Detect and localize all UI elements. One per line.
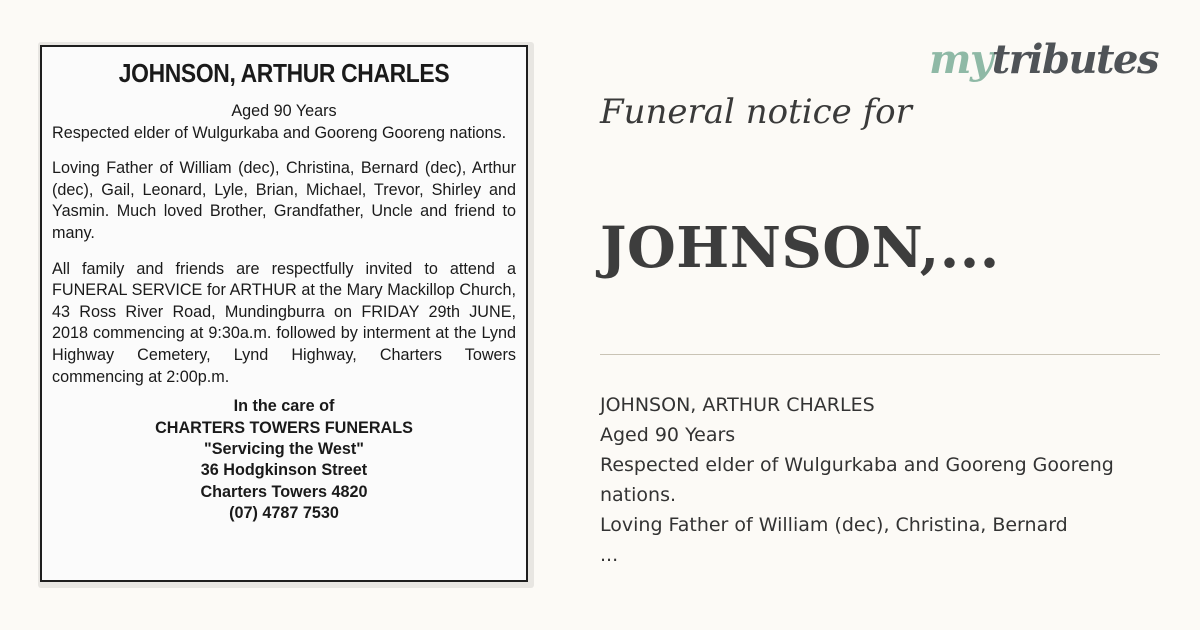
care-line: (07) 4787 7530 [229,504,339,523]
care-line: CHARTERS TOWERS FUNERALS [155,418,413,437]
summary-line: Respected elder of Wulgurkaba and Gooreng Gooreng [600,454,1114,476]
divider [600,354,1160,355]
page-subtitle: Funeral notice for [600,92,912,132]
funeral-notice-clipping [40,45,528,582]
care-line: Charters Towers 4820 [200,482,368,501]
logo-my: my [929,36,992,83]
summary-line: nations. [600,484,677,506]
notice-service: All family and friends are respectfully invited to attend a FUNERAL SERVICE for ARTHUR at the Mary Mackillop Church, 43 Ross River Road, Mundingburra on FRIDAY 29th JUNE, 2018 commencing at 9:30a.m. followed by interment at the Lynd Highway Cemetery, Lynd Highway, Charters Towers commencing at 2:00p.m. [52,259,516,386]
summary-line: Aged 90 Years [600,424,736,446]
summary-ellipsis: ... [600,544,619,566]
notice-elder: Respected elder of Wulgurkaba and Gooreng Gooreng nations. [52,123,507,142]
notice-title: JOHNSON, ARTHUR CHARLES [118,58,450,88]
care-line: In the care of [233,397,335,416]
care-line: "Servicing the West" [204,439,364,458]
care-line: 36 Hodgkinson Street [200,461,368,480]
mytributes-logo[interactable] [929,36,1158,84]
deceased-name: JOHNSON,... [600,215,1000,281]
summary-line: JOHNSON, ARTHUR CHARLES [600,394,875,416]
notice-summary [600,390,1160,570]
notice-family: Loving Father of William (dec), Christina, Bernard (dec), Arthur (dec), Gail, Leonard, Lyle, Brian, Michael, Trevor, Shirley and Yasmin. Much loved Brother, Grandfather, Uncle and friend to many. [52,159,516,242]
logo-tributes: tributes [991,36,1158,83]
notice-care-block [52,396,516,524]
summary-line: Loving Father of William (dec), Christina, Bernard [600,514,1068,536]
notice-age: Aged 90 Years [231,102,337,120]
